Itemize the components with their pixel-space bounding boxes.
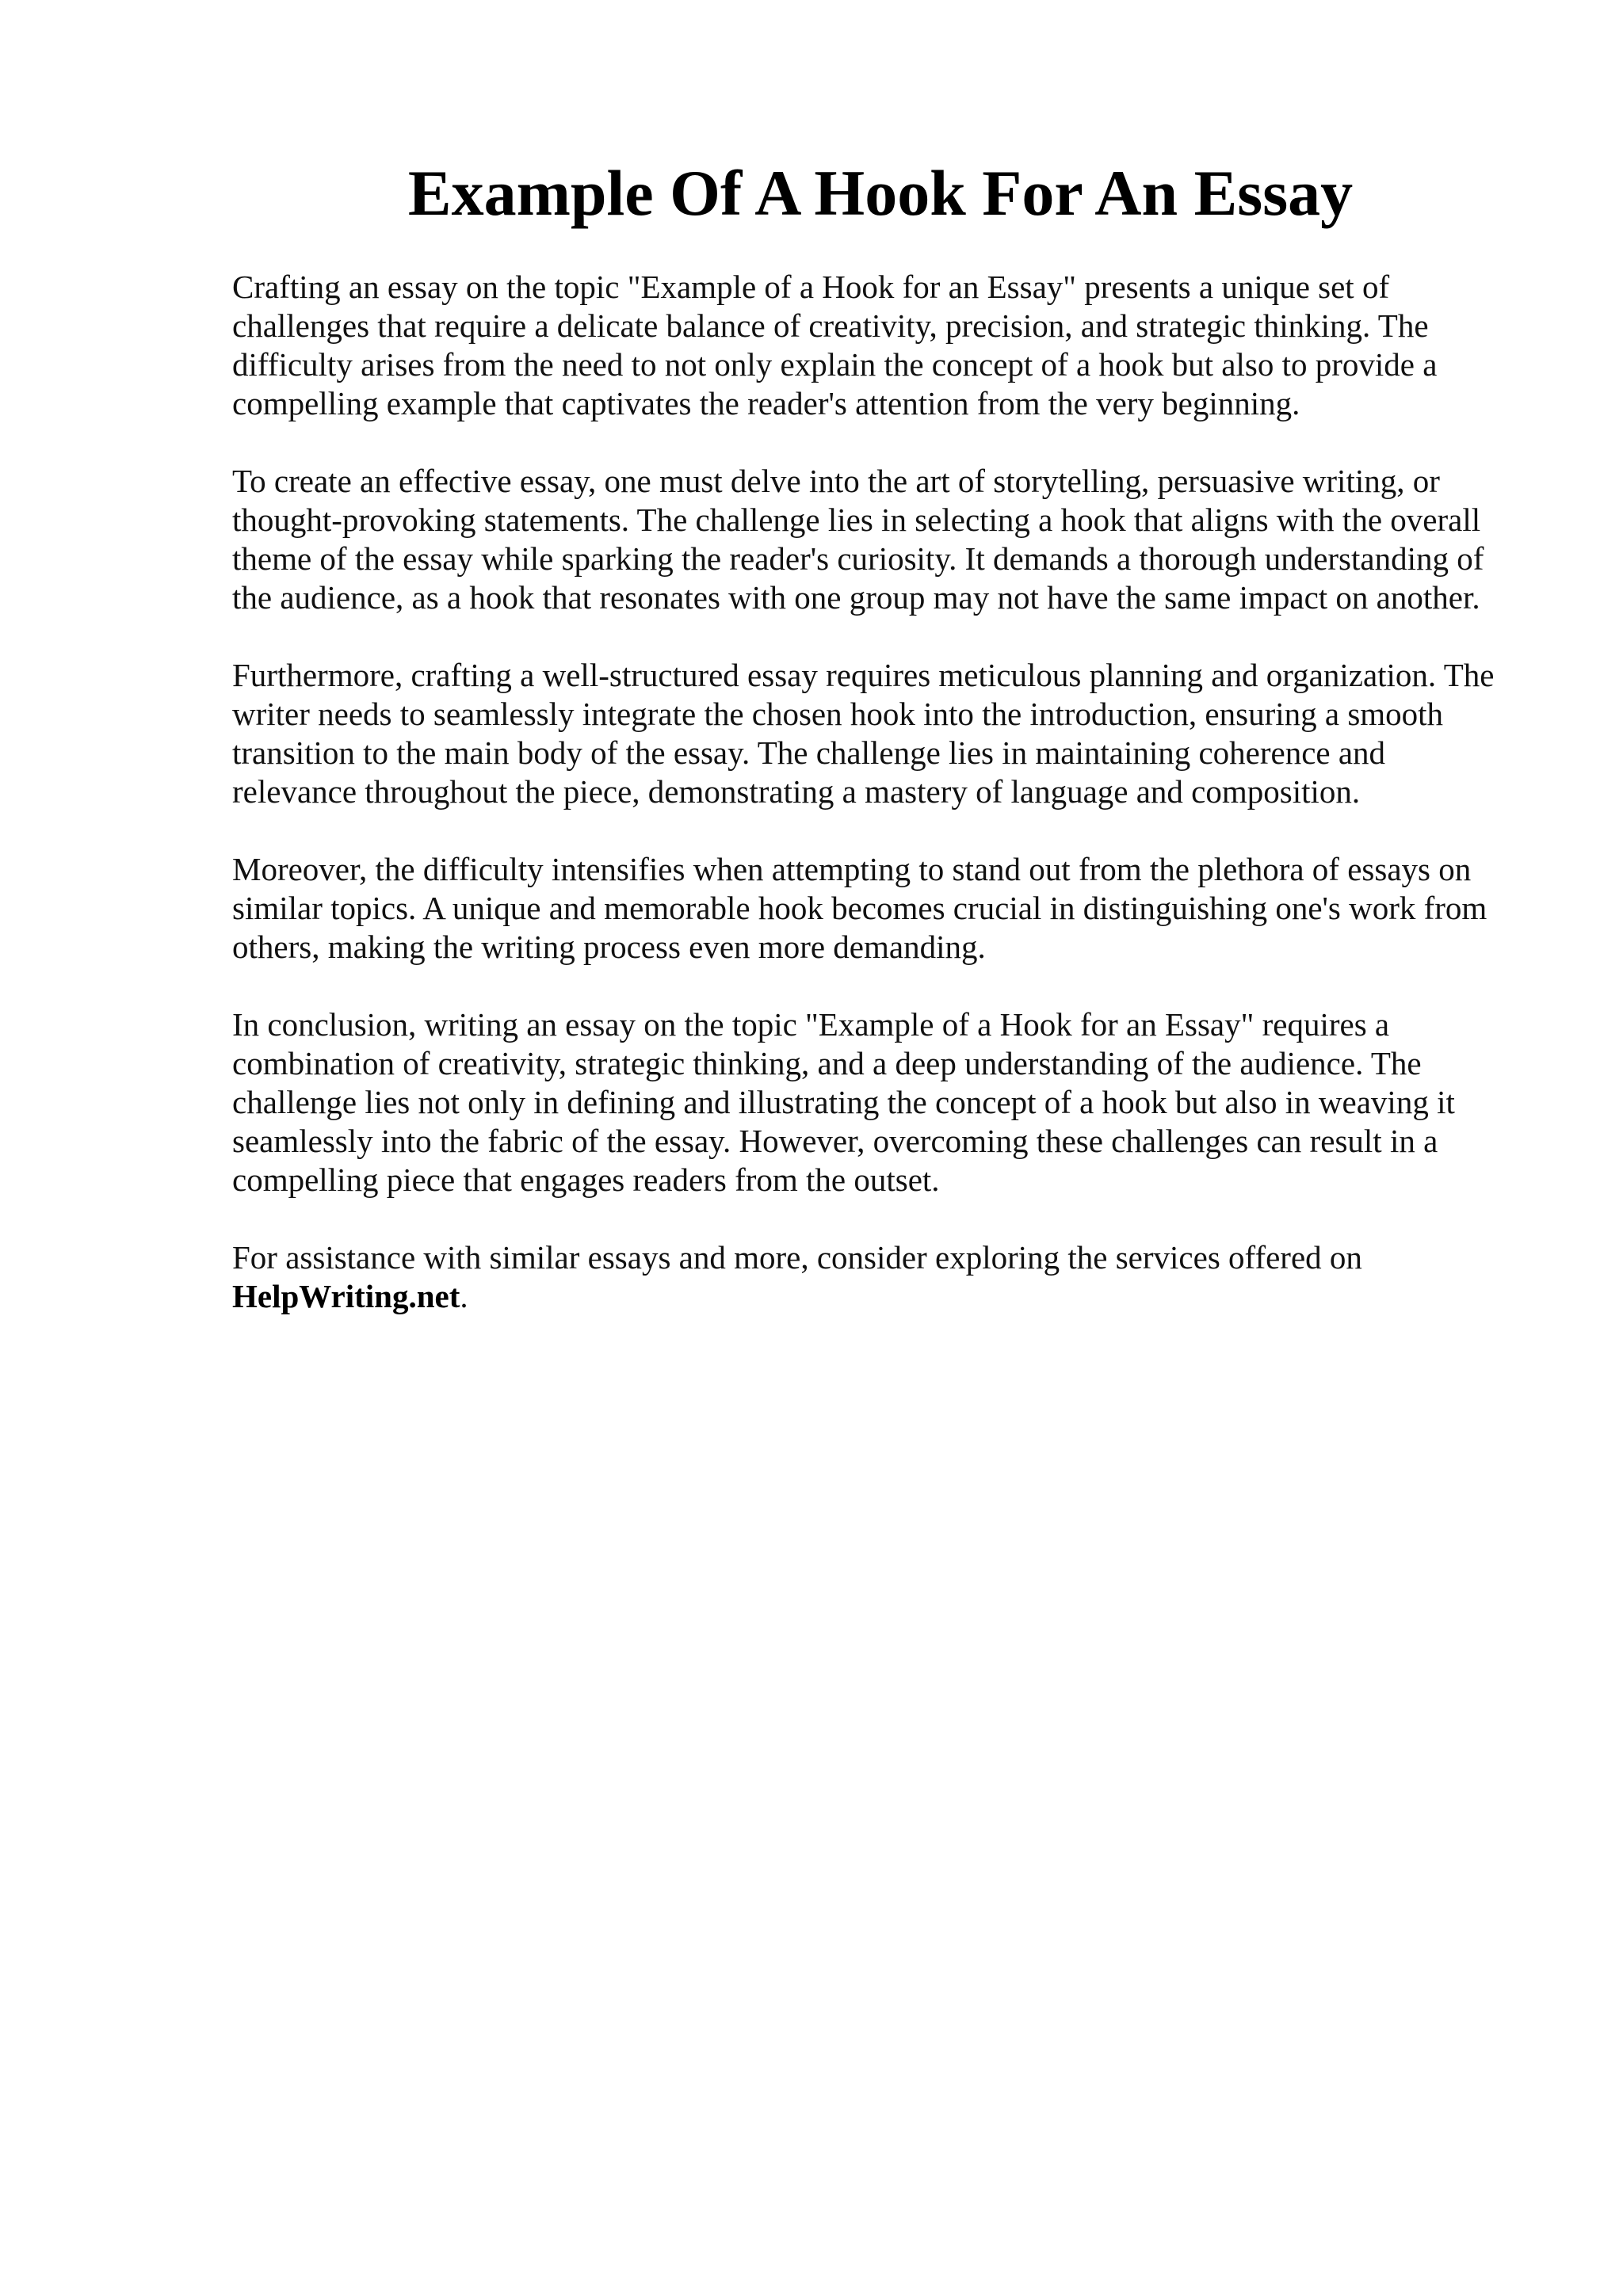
paragraph-5: In conclusion, writing an essay on the topic "Example of a Hook for an Essay" requires a combination of creativity, strategic thinking, and a deep understanding of the audience. The challenge lies not only in defining and illustrating the concept of a hook but also in weaving it seamlessly into the fabric of the essay. However, overcoming these challenges can result in a compelling piece that engages readers from the outset. <box>232 1006 1455 1198</box>
closing-text: For assistance with similar essays and more, consider exploring the services offered on <box>232 1239 1362 1276</box>
paragraph-2: To create an effective essay, one must delve into the art of storytelling, persuasive writing, or thought-provoking statements. The challenge lies in selecting a hook that aligns with the overall theme of the essay while sparking the reader's curiosity. It demands a thorough understanding of the audience, as a hook that resonates with one group may not have the same impact on another. <box>232 463 1484 616</box>
closing-paragraph <box>232 1238 1532 1316</box>
document-title: Example Of A Hook For An Essay <box>407 157 1354 229</box>
paragraph-4: Moreover, the difficulty intensifies when attempting to stand out from the plethora of essays on similar topics. A unique and memorable hook becomes crucial in distinguishing one's work from others, making the writing process even more demanding. <box>232 851 1487 965</box>
closing-period: . <box>460 1278 468 1314</box>
helpwriting-link[interactable]: HelpWriting.net <box>232 1278 460 1314</box>
paragraph-3: Furthermore, crafting a well-structured essay requires meticulous planning and organization. The writer needs to seamlessly integrate the chosen hook into the introduction, ensuring a smooth transition to the main body of the essay. The challenge lies in maintaining coherence and relevance throughout the piece, demonstrating a mastery of language and composition. <box>232 657 1495 810</box>
document-body <box>232 268 1532 1316</box>
paragraph-1: Crafting an essay on the topic "Example of a Hook for an Essay" presents a unique set of challenges that require a delicate balance of creativity, precision, and strategic thinking. The difficulty arises from the need to not only explain the concept of a hook but also to provide a compelling example that captivates the reader's attention from the very beginning. <box>232 269 1438 421</box>
